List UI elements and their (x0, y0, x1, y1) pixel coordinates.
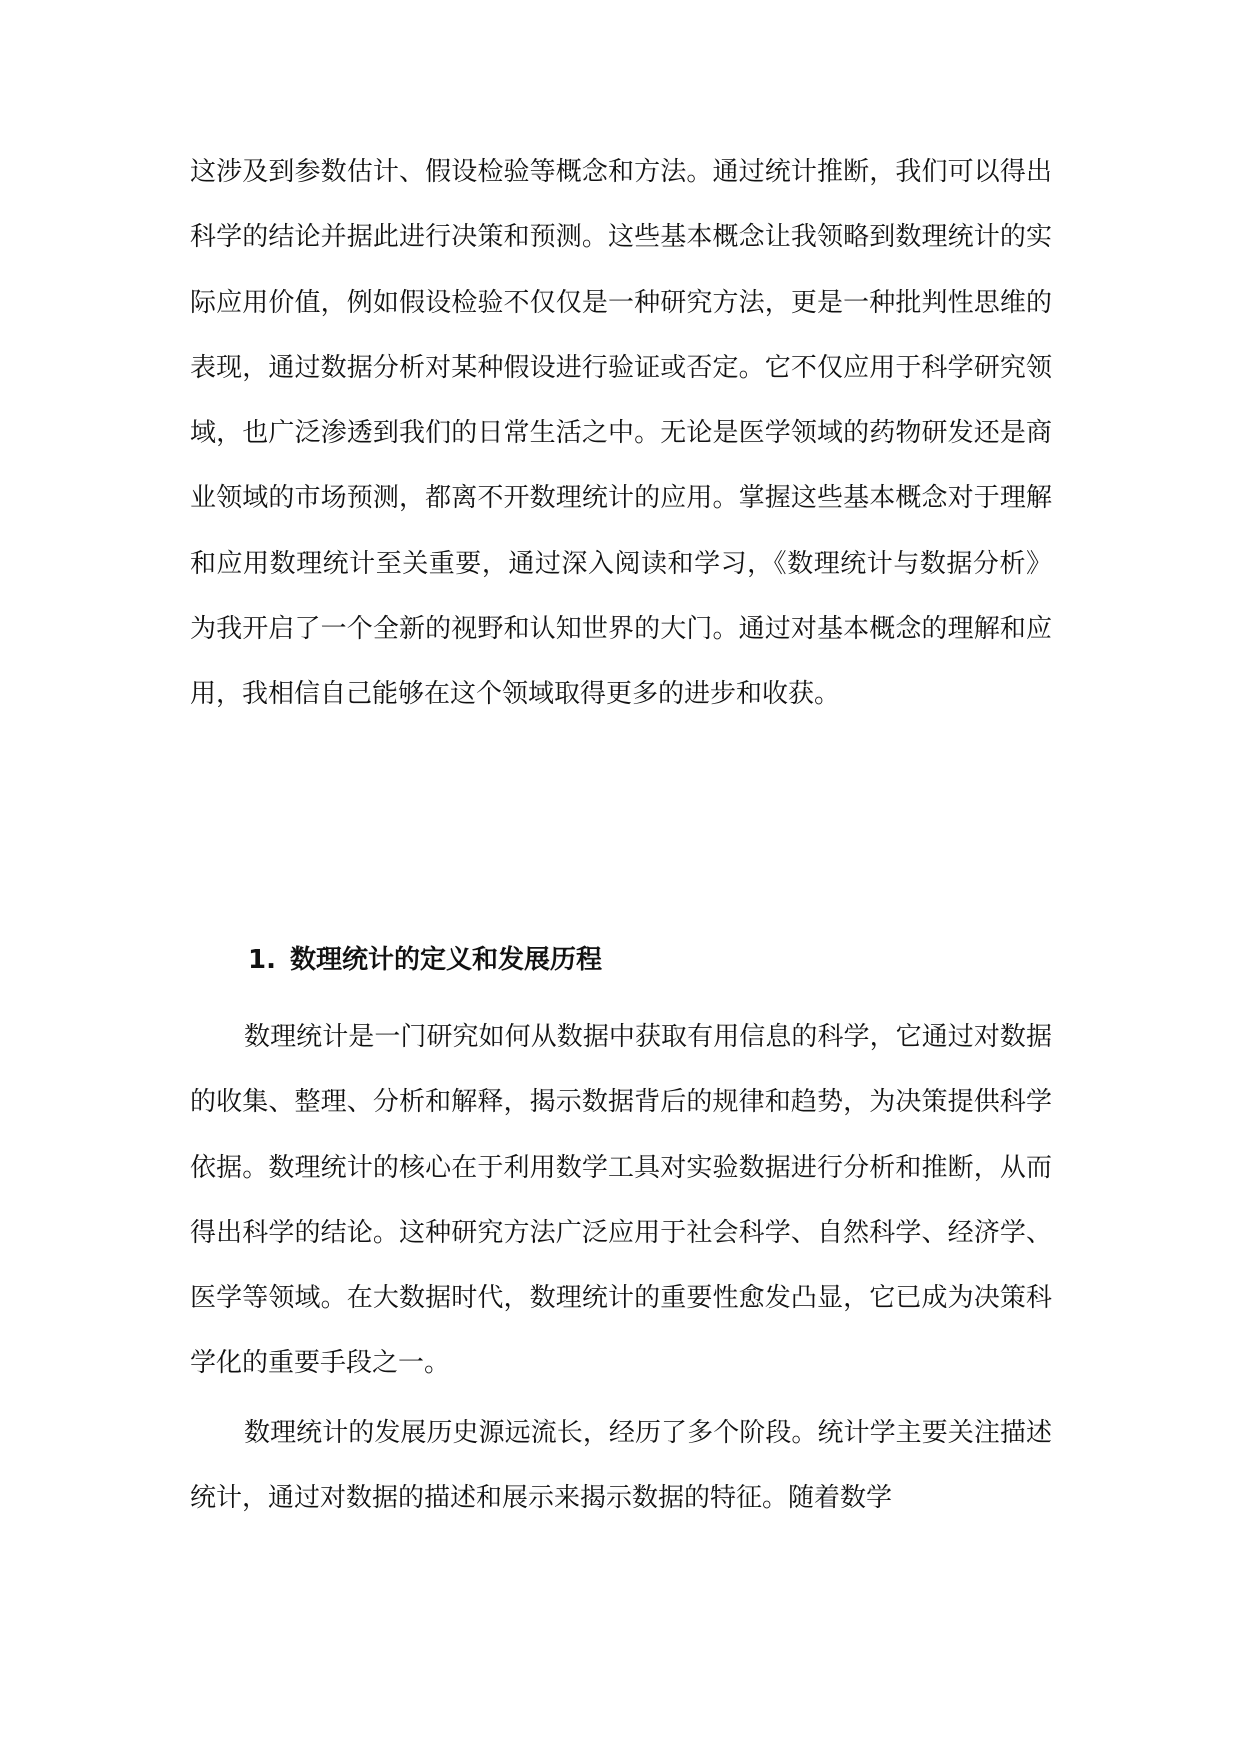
section-heading-title: 数理统计的定义和发展历程 (290, 945, 603, 975)
body-paragraph-history: 数理统计的发展历史源远流长，经历了多个阶段。统计学主要关注描述统计，通过对数据的描述和展示来揭示数据的特征。随着数学 (190, 1418, 1052, 1514)
section-heading-number: 1. (248, 945, 276, 975)
body-paragraph-continued: 这涉及到参数估计、假设检验等概念和方法。通过统计推断，我们可以得出科学的结论并据此进行决策和预测。这些基本概念让我领略到数理统计的实际应用价值，例如假设检验不仅仅是一种研究方法，更是一种批判性思维的表现，通过数据分析对某种假设进行验证或否定。它不仅应用于科学研究领域，也广泛渗透到我们的日常生活之中。无论是医学领域的药物研发还是商业领域的市场预测，都离不开数理统计的应用。掌握这些基本概念对于理解和应用数理统计至关重要，通过深入阅读和学习，《数理统计与数据分析》为我开启了一个全新的视野和认知世界的大门。通过对基本概念的理解和应用，我相信自己能够在这个领域取得更多的进步和收获。 (190, 157, 1052, 710)
body-paragraph-definition: 数理统计是一门研究如何从数据中获取有用信息的科学，它通过对数据的收集、整理、分析和解释，揭示数据背后的规律和趋势，为决策提供科学依据。数理统计的核心在于利用数学工具对实验数据进行分析和推断，从而得出科学的结论。这种研究方法广泛应用于社会科学、自然科学、经济学、医学等领域。在大数据时代，数理统计的重要性愈发凸显，它已成为决策科学化的重要手段之一。 (190, 1022, 1052, 1379)
section-heading (248, 928, 602, 993)
